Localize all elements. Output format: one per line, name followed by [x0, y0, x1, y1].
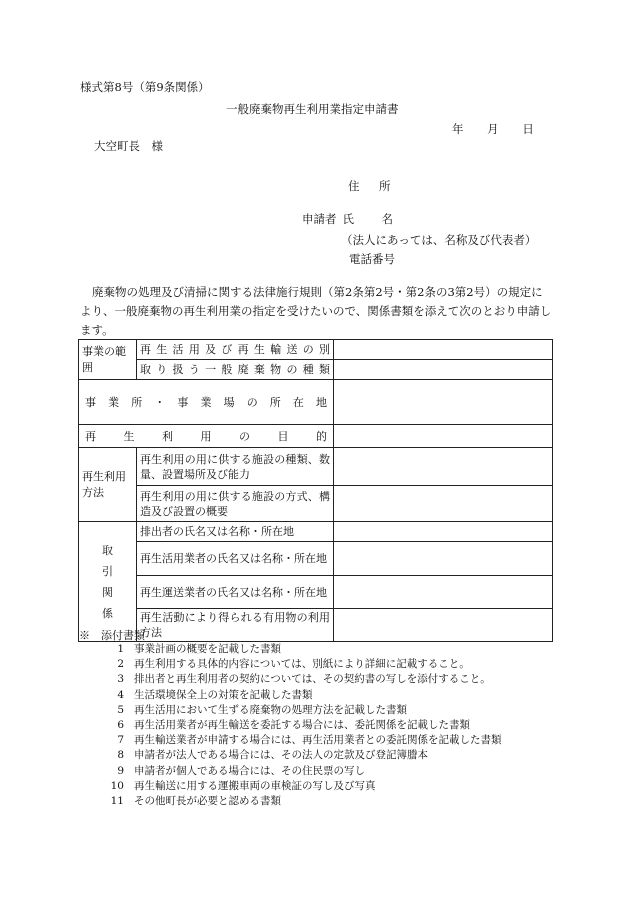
recycler-value[interactable] — [334, 542, 553, 576]
business-scope-label: 事業の範囲 — [79, 340, 137, 380]
office-location-value[interactable] — [334, 380, 553, 425]
list-item: 7 再生輸送業者が申請する場合には、再生活用業者との委託関係を記載した書類 — [117, 734, 502, 747]
application-table — [78, 339, 553, 642]
recycle-transport-value[interactable] — [334, 340, 553, 360]
transporter-label: 再生運送業者の氏名又は名称・所在地 — [137, 576, 334, 609]
recycler-label: 再生活用業者の氏名又は名称・所在地 — [137, 542, 334, 576]
list-item: 1 事業計画の概要を記載した書類 — [117, 643, 281, 655]
date-year-label: 年 — [452, 122, 464, 136]
date-line — [452, 121, 534, 137]
recycle-transport-label: 再生活用及び再生輸送の別 — [137, 340, 334, 360]
date-month-label: 月 — [487, 122, 499, 136]
list-item: 10 再生輸送に用する運搬車両の車検証の写し及び写真 — [110, 779, 376, 792]
waste-types-label: 取り扱う一般廃棄物の種類 — [137, 360, 334, 380]
attachments-heading: ※ 添付書類 — [79, 629, 145, 642]
purpose-label: 再生利用の目的 — [79, 425, 334, 448]
discharger-value[interactable] — [334, 522, 553, 542]
transaction-char: 引 — [102, 564, 113, 578]
method-label: 再生利用方法 — [79, 448, 137, 522]
transaction-char: 取 — [102, 543, 113, 557]
discharger-label: 排出者の氏名又は名称・所在地 — [137, 522, 334, 542]
name-label: 氏 名 — [342, 212, 401, 226]
list-item: 11 その他町長が必要と認める書類 — [110, 795, 281, 808]
usage-label: 再生活動により得られる有用物の利用方法 — [137, 609, 334, 642]
list-item: 6 再生活用業者が再生輸送を委託する場合には、委託関係を記載した書類 — [117, 719, 470, 732]
facility-structure-label: 再生利用の用に供する施設の方式、構造及び設置の概要 — [137, 486, 334, 522]
date-day-label: 日 — [522, 122, 534, 136]
transaction-char: 係 — [102, 606, 113, 620]
waste-types-value[interactable] — [334, 360, 553, 380]
usage-value[interactable] — [334, 609, 553, 642]
list-item: 9 申請者が個人である場合には、その住民票の写し — [117, 764, 365, 777]
corporate-note: （法人にあっては、名称及び代表者） — [341, 233, 537, 247]
transaction-char: 関 — [102, 585, 113, 599]
phone-label: 電話番号 — [349, 252, 395, 266]
form-number: 様式第8号（第9条関係） — [80, 80, 210, 94]
list-item: 4 生活環境保全上の対策を記載した書類 — [117, 688, 313, 701]
address-label: 住 所 — [348, 179, 395, 193]
transporter-value[interactable] — [334, 576, 553, 609]
addressee: 大空町長 様 — [94, 139, 163, 153]
transaction-label — [79, 522, 137, 642]
list-item: 8 申請者が法人である場合には、その法人の定款及び登記簿謄本 — [117, 749, 428, 762]
applicant-name-line — [302, 211, 401, 227]
list-item: 2 再生利用する具体的内容については、別紙により詳細に記載すること。 — [117, 658, 470, 671]
attachments-list — [102, 642, 502, 809]
list-item: 5 再生活用において生ずる廃棄物の処理方法を記載した書類 — [117, 703, 407, 716]
document-title: 一般廃棄物再生利用業指定申請書 — [226, 102, 399, 116]
intro-paragraph: 廃棄物の処理及び清掃に関する法律施行規則（第2条第2号・第2条の3第2号）の規定により、一般廃棄物の再生利用業の指定を受けたいので、関係書類を添えて次のとおり申請します。 — [80, 285, 552, 337]
list-item: 3 排出者と再生利用者の契約については、その契約書の写しを添付すること。 — [117, 673, 491, 686]
facility-capacity-label: 再生利用の用に供する施設の種類、数量、設置場所及び能力 — [137, 448, 334, 486]
purpose-value[interactable] — [334, 425, 553, 448]
facility-capacity-value[interactable] — [334, 448, 553, 486]
facility-structure-value[interactable] — [334, 486, 553, 522]
applicant-label: 申請者 — [302, 212, 337, 226]
office-location-label: 事業所・事業場の所在地 — [79, 380, 334, 425]
